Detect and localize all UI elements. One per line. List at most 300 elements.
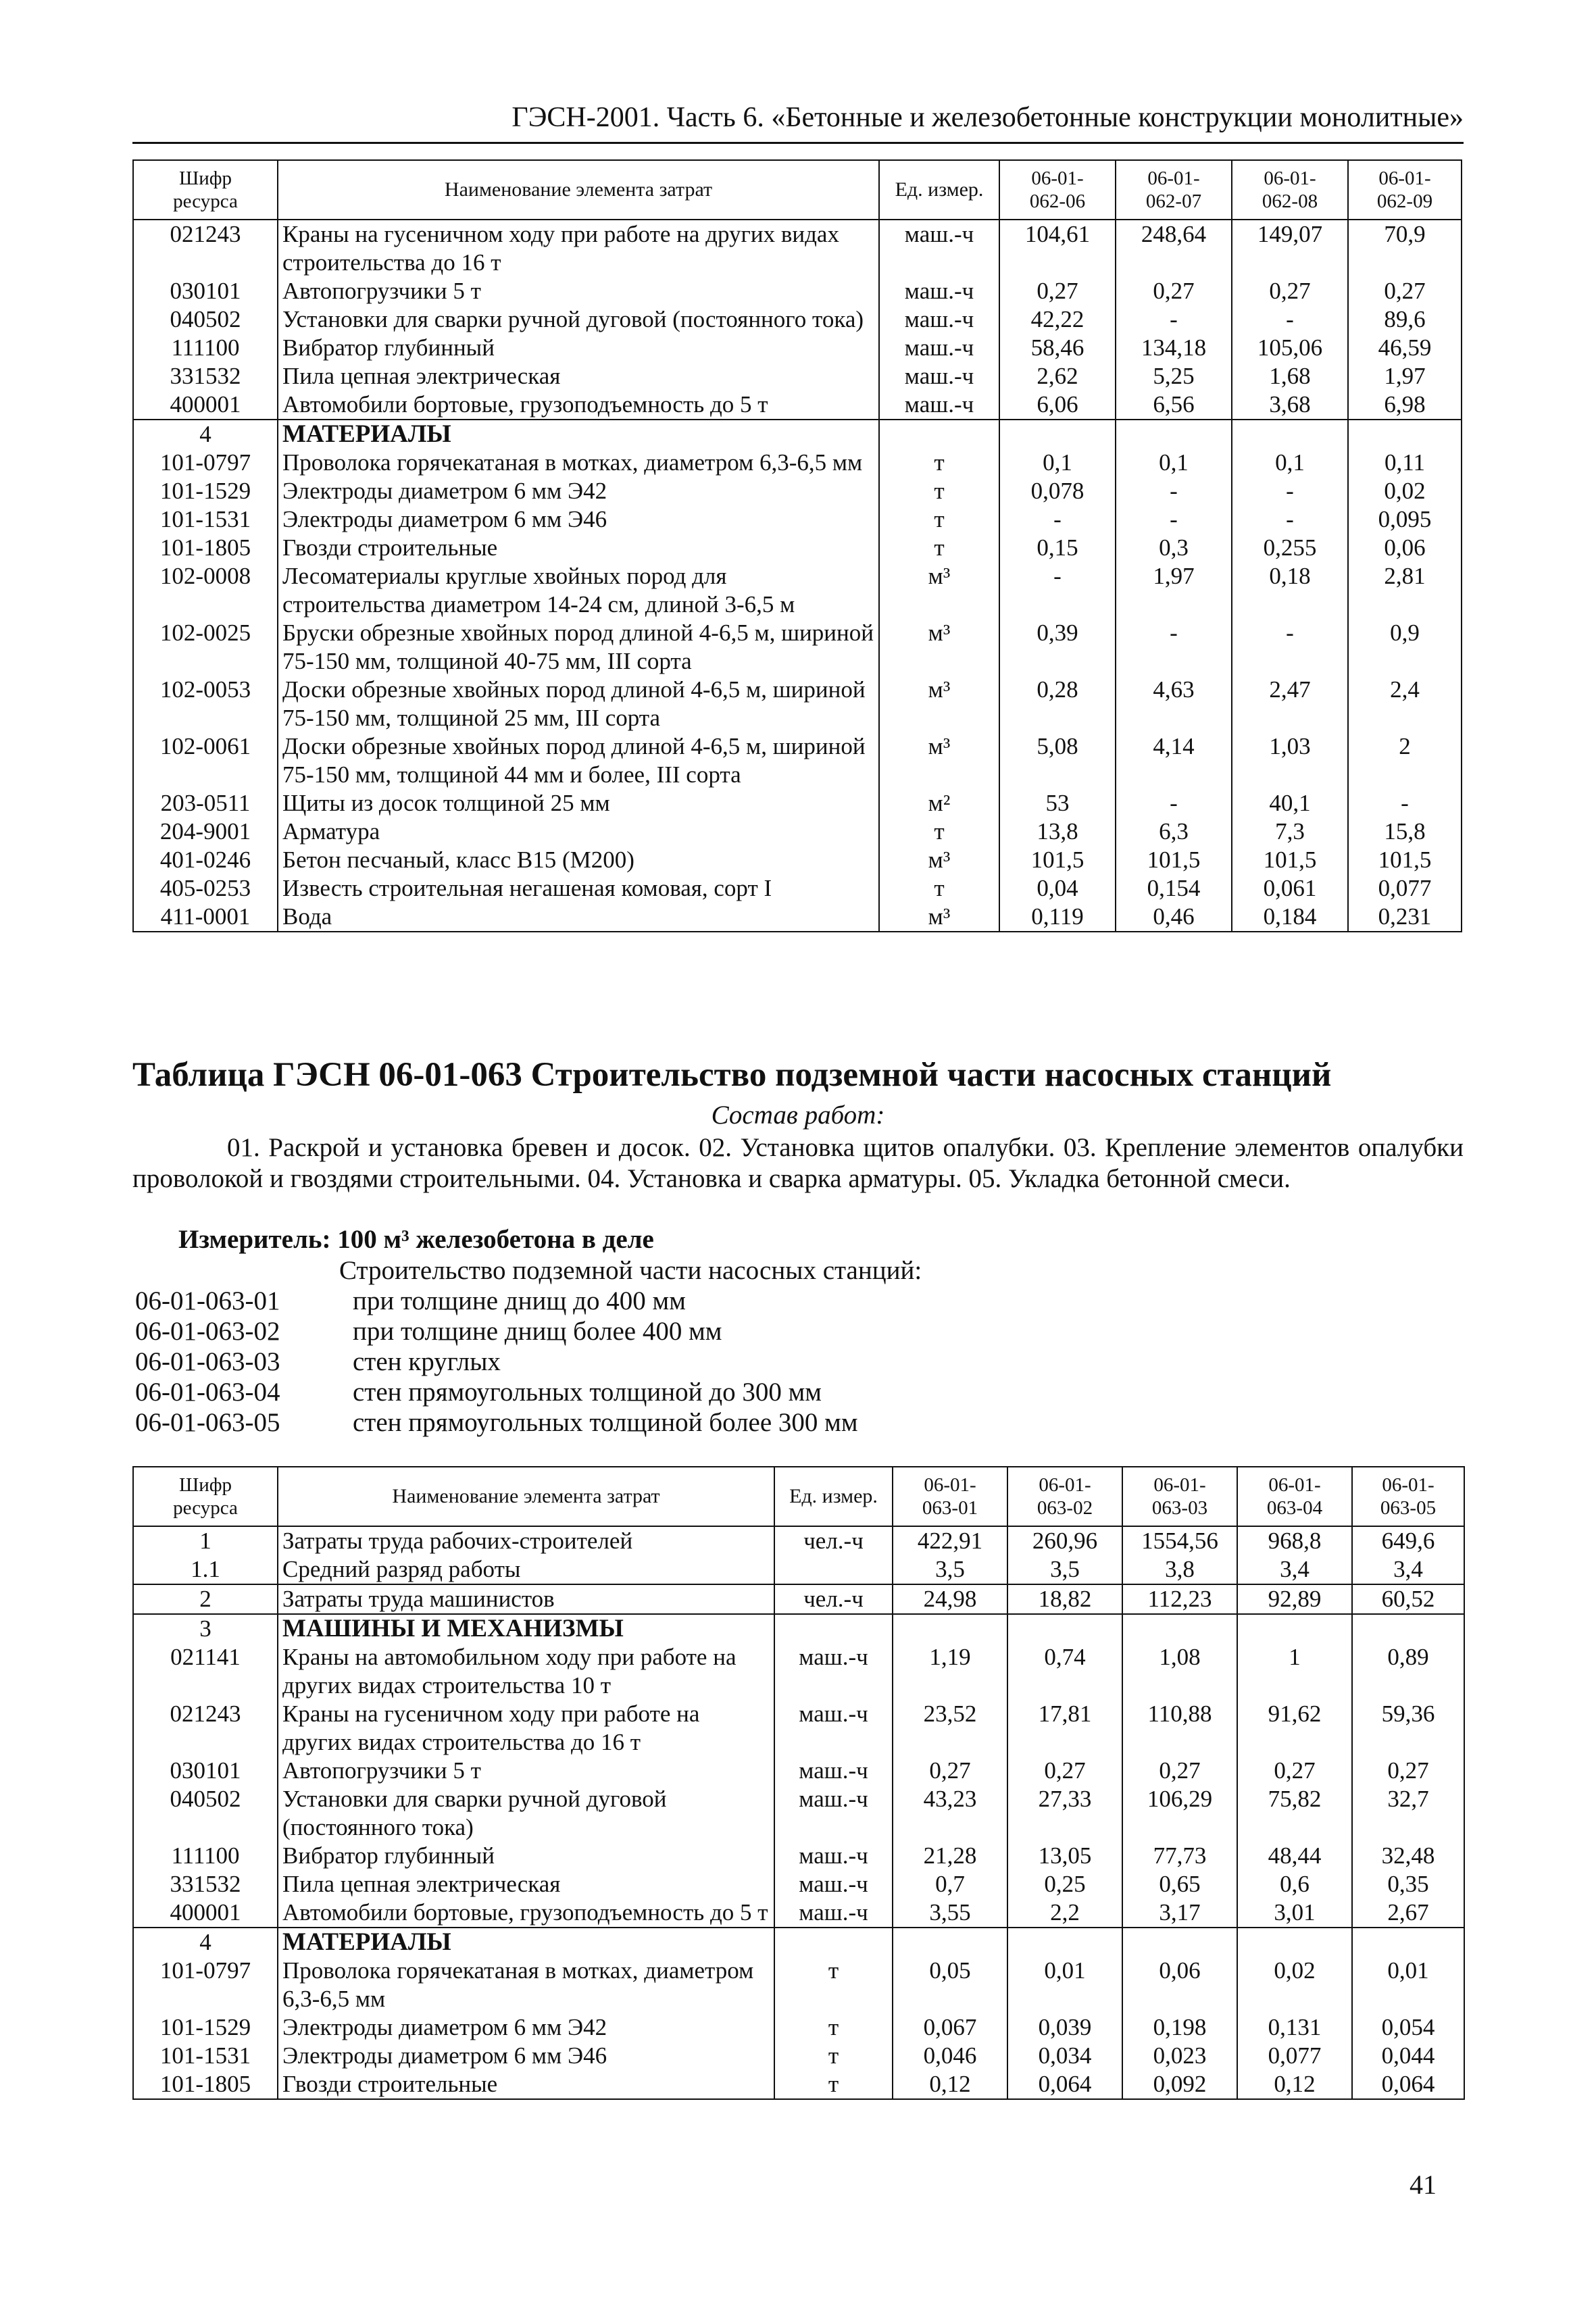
value-cell: 0,04 — [999, 874, 1116, 903]
value-cell: 0,1 — [1232, 449, 1348, 477]
resource-name-cell: Автомобили бортовые, грузоподъемность до 5 т — [278, 1898, 774, 1928]
resource-name-cell: МАШИНЫ И МЕХАНИЗМЫ — [278, 1614, 774, 1643]
header-col-06-01-063-02: 06-01- 063-02 — [1007, 1467, 1122, 1526]
header-col-06-01-063-03: 06-01- 063-03 — [1122, 1467, 1237, 1526]
unit-cell: т — [879, 534, 999, 562]
value-cell: 0,27 — [893, 1757, 1007, 1785]
value-cell: 0,7 — [893, 1870, 1007, 1898]
value-cell: 70,9 — [1348, 220, 1462, 277]
variant-code: 06-01-063-03 — [135, 1347, 280, 1376]
value-cell: 0,061 — [1232, 874, 1348, 903]
value-cell: 3,5 — [893, 1555, 1007, 1584]
resource-code-cell: 102-0008 — [133, 562, 278, 619]
unit-cell: маш.-ч — [879, 334, 999, 362]
resource-table-06-01-062 — [132, 159, 1462, 932]
resource-code-cell: 030101 — [133, 277, 278, 305]
value-cell: 2 — [1348, 732, 1462, 789]
variants-heading: Строительство подземной части насосных станций: — [339, 1256, 922, 1285]
value-cell: 0,12 — [893, 2070, 1007, 2099]
value-cell: 13,05 — [1007, 1842, 1122, 1870]
value-cell: - — [1348, 789, 1462, 818]
value-cell — [999, 420, 1116, 449]
resource-code-cell: 101-1805 — [133, 534, 278, 562]
resource-code-cell: 411-0001 — [133, 903, 278, 932]
value-cell: 0,74 — [1007, 1643, 1122, 1700]
resource-name-cell: Затраты труда рабочих-строителей — [278, 1526, 774, 1555]
value-cell: 0,01 — [1007, 1957, 1122, 2013]
value-cell: 2,62 — [999, 362, 1116, 391]
table-row — [133, 1870, 1464, 1898]
value-cell: 0,067 — [893, 2013, 1007, 2042]
variant-item — [135, 1316, 858, 1347]
value-cell: 0,89 — [1352, 1643, 1464, 1700]
section-heading-row — [133, 420, 1462, 449]
unit-cell: м³ — [879, 732, 999, 789]
resource-code-cell: 102-0061 — [133, 732, 278, 789]
unit-cell — [774, 1928, 893, 1957]
value-cell: 59,36 — [1352, 1700, 1464, 1757]
value-cell — [1352, 1928, 1464, 1957]
unit-cell — [774, 1614, 893, 1643]
value-cell: 134,18 — [1116, 334, 1232, 362]
header-code: Шифр ресурса — [133, 1467, 278, 1526]
value-cell — [1352, 1614, 1464, 1643]
value-cell: 0,06 — [1122, 1957, 1237, 2013]
resource-name-cell: Пила цепная электрическая — [278, 1870, 774, 1898]
resource-name-cell: Краны на гусеничном ходу при работе на других видах строительства до 16 т — [278, 1700, 774, 1757]
value-cell: 101,5 — [1232, 846, 1348, 874]
value-cell: 101,5 — [1348, 846, 1462, 874]
value-cell — [1348, 420, 1462, 449]
value-cell: 6,06 — [999, 391, 1116, 420]
table-row — [133, 676, 1462, 732]
value-cell — [1007, 1928, 1122, 1957]
variant-code: 06-01-063-04 — [135, 1378, 280, 1407]
value-cell: 0,27 — [1007, 1757, 1122, 1785]
resource-code-cell: 203-0511 — [133, 789, 278, 818]
resource-name-cell: Автомобили бортовые, грузоподъемность до 5 т — [278, 391, 879, 420]
resource-name-cell: Проволока горячекатаная в мотках, диаметром 6,3-6,5 мм — [278, 1957, 774, 2013]
variant-code: 06-01-063-01 — [135, 1286, 280, 1315]
value-cell: 4,14 — [1116, 732, 1232, 789]
value-cell: 1,97 — [1348, 362, 1462, 391]
resource-code-cell: 101-1529 — [133, 477, 278, 505]
value-cell — [1122, 1928, 1237, 1957]
variants-list — [135, 1286, 858, 1438]
value-cell: 40,1 — [1232, 789, 1348, 818]
resource-code-cell: 3 — [133, 1614, 278, 1643]
header-col-06-01-062-07: 06-01- 062-07 — [1116, 160, 1232, 220]
table-row — [133, 562, 1462, 619]
value-cell: 2,81 — [1348, 562, 1462, 619]
table-row — [133, 732, 1462, 789]
value-cell: 32,7 — [1352, 1785, 1464, 1842]
value-cell: 968,8 — [1237, 1526, 1352, 1555]
variant-text: при толщине днищ до 400 мм — [353, 1286, 686, 1315]
resource-name-cell: Электроды диаметром 6 мм Э42 — [278, 477, 879, 505]
resource-name-cell: Бруски обрезные хвойных пород длиной 4-6,5 м, шириной 75-150 мм, толщиной 40-75 мм, III сорта — [278, 619, 879, 676]
value-cell: 0,18 — [1232, 562, 1348, 619]
value-cell: 6,56 — [1116, 391, 1232, 420]
table-row — [133, 391, 1462, 420]
resource-code-cell: 040502 — [133, 1785, 278, 1842]
unit-cell: т — [879, 477, 999, 505]
table-body — [133, 220, 1462, 932]
value-cell: 2,2 — [1007, 1898, 1122, 1928]
unit-cell: маш.-ч — [774, 1643, 893, 1700]
resource-code-cell: 101-0797 — [133, 1957, 278, 2013]
value-cell: 0,039 — [1007, 2013, 1122, 2042]
value-cell: - — [1232, 477, 1348, 505]
unit-cell: маш.-ч — [774, 1898, 893, 1928]
unit-cell: чел.-ч — [774, 1584, 893, 1614]
value-cell: 0,044 — [1352, 2042, 1464, 2070]
unit-cell: м³ — [879, 562, 999, 619]
value-cell: 23,52 — [893, 1700, 1007, 1757]
value-cell: 91,62 — [1237, 1700, 1352, 1757]
table-row — [133, 477, 1462, 505]
resource-code-cell: 204-9001 — [133, 818, 278, 846]
unit-cell: т — [879, 449, 999, 477]
variant-item — [135, 1347, 858, 1377]
value-cell: 0,06 — [1348, 534, 1462, 562]
resource-name-cell: Вибратор глубинный — [278, 334, 879, 362]
unit-cell: маш.-ч — [774, 1870, 893, 1898]
table-row — [133, 305, 1462, 334]
table-row — [133, 903, 1462, 932]
value-cell: 101,5 — [1116, 846, 1232, 874]
value-cell: 1554,56 — [1122, 1526, 1237, 1555]
value-cell: 0,65 — [1122, 1870, 1237, 1898]
value-cell: 3,17 — [1122, 1898, 1237, 1928]
unit-cell: м² — [879, 789, 999, 818]
resource-name-cell: Электроды диаметром 6 мм Э46 — [278, 2042, 774, 2070]
resource-code-cell: 401-0246 — [133, 846, 278, 874]
unit-cell: м³ — [879, 846, 999, 874]
value-cell: 75,82 — [1237, 1785, 1352, 1842]
value-cell: 21,28 — [893, 1842, 1007, 1870]
value-cell: 0,1 — [1116, 449, 1232, 477]
header-name: Наименование элемента затрат — [278, 160, 879, 220]
value-cell: 0,11 — [1348, 449, 1462, 477]
value-cell: 1,08 — [1122, 1643, 1237, 1700]
value-cell: 2,4 — [1348, 676, 1462, 732]
value-cell: 1,97 — [1116, 562, 1232, 619]
value-cell: 15,8 — [1348, 818, 1462, 846]
value-cell: 0,05 — [893, 1957, 1007, 2013]
resource-code-cell: 1.1 — [133, 1555, 278, 1584]
value-cell: 248,64 — [1116, 220, 1232, 277]
resource-code-cell: 021243 — [133, 220, 278, 277]
value-cell: 18,82 — [1007, 1584, 1122, 1614]
value-cell: - — [999, 562, 1116, 619]
variant-item — [135, 1286, 858, 1316]
header-unit: Ед. измер. — [879, 160, 999, 220]
resource-name-cell: Доски обрезные хвойных пород длиной 4-6,5 м, шириной 75-150 мм, толщиной 44 мм и более, III сорта — [278, 732, 879, 789]
table-row — [133, 2042, 1464, 2070]
value-cell: 77,73 — [1122, 1842, 1237, 1870]
table-row — [133, 818, 1462, 846]
resource-code-cell: 400001 — [133, 391, 278, 420]
resource-name-cell: Гвозди строительные — [278, 534, 879, 562]
resource-name-cell: МАТЕРИАЛЫ — [278, 1928, 774, 1957]
resource-name-cell: Проволока горячекатаная в мотках, диаметром 6,3-6,5 мм — [278, 449, 879, 477]
value-cell: 0,131 — [1237, 2013, 1352, 2042]
table-row — [133, 505, 1462, 534]
header-name: Наименование элемента затрат — [278, 1467, 774, 1526]
value-cell: 1 — [1237, 1643, 1352, 1700]
value-cell: - — [1232, 505, 1348, 534]
value-cell: 0,01 — [1352, 1957, 1464, 2013]
table-row — [133, 789, 1462, 818]
resource-name-cell: Затраты труда машинистов — [278, 1584, 774, 1614]
resource-name-cell: Автопогрузчики 5 т — [278, 1757, 774, 1785]
unit-of-measure: Измеритель: 100 м³ железобетона в деле — [178, 1225, 654, 1254]
header-col-06-01-062-06: 06-01- 062-06 — [999, 160, 1116, 220]
resource-code-cell: 021243 — [133, 1700, 278, 1757]
resource-code-cell: 331532 — [133, 362, 278, 391]
running-head: ГЭСН-2001. Часть 6. «Бетонные и железобетонные конструкции монолитные» — [132, 100, 1464, 144]
variant-text: стен прямоугольных толщиной до 300 мм — [353, 1378, 822, 1407]
resource-code-cell: 111100 — [133, 334, 278, 362]
table-row — [133, 362, 1462, 391]
value-cell: 0,35 — [1352, 1870, 1464, 1898]
value-cell: 32,48 — [1352, 1842, 1464, 1870]
value-cell: 422,91 — [893, 1526, 1007, 1555]
unit-cell: м³ — [879, 903, 999, 932]
value-cell: 0,023 — [1122, 2042, 1237, 2070]
value-cell: 0,3 — [1116, 534, 1232, 562]
table-row — [133, 1898, 1464, 1928]
unit-cell — [774, 1555, 893, 1584]
value-cell: 0,054 — [1352, 2013, 1464, 2042]
value-cell: 5,25 — [1116, 362, 1232, 391]
value-cell: 7,3 — [1232, 818, 1348, 846]
value-cell: 3,4 — [1352, 1555, 1464, 1584]
value-cell: 92,89 — [1237, 1584, 1352, 1614]
value-cell: - — [999, 505, 1116, 534]
unit-cell: т — [879, 818, 999, 846]
value-cell: 13,8 — [999, 818, 1116, 846]
value-cell: 1,03 — [1232, 732, 1348, 789]
value-cell: 3,8 — [1122, 1555, 1237, 1584]
resource-name-cell: Известь строительная негашеная комовая, сорт I — [278, 874, 879, 903]
resource-code-cell: 101-1531 — [133, 505, 278, 534]
header-unit: Ед. измер. — [774, 1467, 893, 1526]
work-composition-text: 01. Раскрой и установка бревен и досок. 02. Установка щитов опалубки. 03. Крепление элементов опалубки проволокой и гвоздями строительными. 04. Установка и сварка арматуры. 05. Укладка бетонной смеси. — [132, 1133, 1464, 1193]
value-cell: - — [1116, 505, 1232, 534]
value-cell: 3,01 — [1237, 1898, 1352, 1928]
table-row — [133, 534, 1462, 562]
value-cell: 0,28 — [999, 676, 1116, 732]
value-cell: 48,44 — [1237, 1842, 1352, 1870]
value-cell: 4,63 — [1116, 676, 1232, 732]
work-composition-caption: Состав работ: — [711, 1101, 885, 1130]
value-cell: 0,27 — [1352, 1757, 1464, 1785]
unit-cell: т — [774, 2042, 893, 2070]
unit-cell — [879, 420, 999, 449]
value-cell: 0,095 — [1348, 505, 1462, 534]
unit-cell: маш.-ч — [774, 1842, 893, 1870]
value-cell: 0,27 — [999, 277, 1116, 305]
value-cell: 42,22 — [999, 305, 1116, 334]
value-cell: 110,88 — [1122, 1700, 1237, 1757]
header-code: Шифр ресурса — [133, 160, 278, 220]
table-row — [133, 2013, 1464, 2042]
unit-cell: т — [774, 2070, 893, 2099]
value-cell: 58,46 — [999, 334, 1116, 362]
resource-name-cell: Лесоматериалы круглые хвойных пород для строительства диаметром 14-24 см, длиной 3-6,5 м — [278, 562, 879, 619]
value-cell: 24,98 — [893, 1584, 1007, 1614]
value-cell: 0,092 — [1122, 2070, 1237, 2099]
value-cell: 0,078 — [999, 477, 1116, 505]
table-row — [133, 1643, 1464, 1700]
value-cell: 0,064 — [1352, 2070, 1464, 2099]
value-cell: - — [1116, 789, 1232, 818]
table-row — [133, 2070, 1464, 2099]
value-cell: 27,33 — [1007, 1785, 1122, 1842]
resource-name-cell: Пила цепная электрическая — [278, 362, 879, 391]
header-row — [133, 1467, 1464, 1526]
unit-cell: м³ — [879, 676, 999, 732]
value-cell: 0,46 — [1116, 903, 1232, 932]
resource-name-cell: МАТЕРИАЛЫ — [278, 420, 879, 449]
unit-cell: чел.-ч — [774, 1526, 893, 1555]
table-row — [133, 874, 1462, 903]
value-cell: 0,15 — [999, 534, 1116, 562]
value-cell: - — [1232, 305, 1348, 334]
resource-name-cell: Бетон песчаный, класс В15 (М200) — [278, 846, 879, 874]
unit-cell: маш.-ч — [879, 362, 999, 391]
value-cell: 106,29 — [1122, 1785, 1237, 1842]
resource-code-cell: 101-1529 — [133, 2013, 278, 2042]
resource-table-06-01-063 — [132, 1466, 1465, 2100]
unit-cell: т — [774, 2013, 893, 2042]
table-row — [133, 220, 1462, 277]
value-cell — [1237, 1614, 1352, 1643]
value-cell: 0,154 — [1116, 874, 1232, 903]
value-cell: 0,9 — [1348, 619, 1462, 676]
header-col-06-01-063-05: 06-01- 063-05 — [1352, 1467, 1464, 1526]
resource-code-cell: 030101 — [133, 1757, 278, 1785]
resource-name-cell: Электроды диаметром 6 мм Э42 — [278, 2013, 774, 2042]
value-cell: 2,67 — [1352, 1898, 1464, 1928]
value-cell: 0,27 — [1348, 277, 1462, 305]
value-cell: 89,6 — [1348, 305, 1462, 334]
value-cell: 3,4 — [1237, 1555, 1352, 1584]
table-row — [133, 1584, 1464, 1614]
resource-code-cell: 400001 — [133, 1898, 278, 1928]
table-row — [133, 1555, 1464, 1584]
unit-cell: м³ — [879, 619, 999, 676]
resource-name-cell: Вода — [278, 903, 879, 932]
table-row — [133, 1957, 1464, 2013]
value-cell: 1,68 — [1232, 362, 1348, 391]
value-cell: 0,184 — [1232, 903, 1348, 932]
value-cell: 0,077 — [1348, 874, 1462, 903]
variant-item — [135, 1407, 858, 1438]
table-row — [133, 1526, 1464, 1555]
variant-code: 06-01-063-02 — [135, 1317, 280, 1346]
value-cell — [893, 1928, 1007, 1957]
value-cell: 104,61 — [999, 220, 1116, 277]
value-cell: 101,5 — [999, 846, 1116, 874]
resource-name-cell: Доски обрезные хвойных пород длиной 4-6,5 м, шириной 75-150 мм, толщиной 25 мм, III сорта — [278, 676, 879, 732]
value-cell: 0,064 — [1007, 2070, 1122, 2099]
table-row — [133, 277, 1462, 305]
value-cell: 46,59 — [1348, 334, 1462, 362]
resource-name-cell: Установки для сварки ручной дуговой (постоянного тока) — [278, 1785, 774, 1842]
value-cell: 17,81 — [1007, 1700, 1122, 1757]
header-col-06-01-062-08: 06-01- 062-08 — [1232, 160, 1348, 220]
table-header — [133, 1467, 1464, 1526]
value-cell — [1116, 420, 1232, 449]
variant-code: 06-01-063-05 — [135, 1408, 280, 1437]
section-heading-row — [133, 1614, 1464, 1643]
value-cell: 149,07 — [1232, 220, 1348, 277]
table-body — [133, 1526, 1464, 2099]
resource-code-cell: 331532 — [133, 1870, 278, 1898]
value-cell: - — [1232, 619, 1348, 676]
value-cell: 6,3 — [1116, 818, 1232, 846]
variant-text: стен круглых — [353, 1347, 501, 1376]
table-row — [133, 334, 1462, 362]
value-cell: - — [1116, 477, 1232, 505]
variant-item — [135, 1377, 858, 1407]
resource-code-cell: 040502 — [133, 305, 278, 334]
value-cell: 0,034 — [1007, 2042, 1122, 2070]
table-row — [133, 1785, 1464, 1842]
unit-cell: т — [774, 1957, 893, 2013]
resource-code-cell: 101-1805 — [133, 2070, 278, 2099]
value-cell: 0,27 — [1116, 277, 1232, 305]
resource-code-cell: 2 — [133, 1584, 278, 1614]
resource-code-cell: 111100 — [133, 1842, 278, 1870]
resource-name-cell: Установки для сварки ручной дуговой (постоянного тока) — [278, 305, 879, 334]
value-cell: 0,27 — [1232, 277, 1348, 305]
resource-code-cell: 4 — [133, 1928, 278, 1957]
value-cell — [1237, 1928, 1352, 1957]
value-cell: 0,198 — [1122, 2013, 1237, 2042]
value-cell: 0,27 — [1237, 1757, 1352, 1785]
value-cell — [893, 1614, 1007, 1643]
table-header — [133, 160, 1462, 220]
table-row — [133, 1842, 1464, 1870]
header-col-06-01-062-09: 06-01- 062-09 — [1348, 160, 1462, 220]
unit-cell: т — [879, 505, 999, 534]
page-number: 41 — [1410, 2169, 1437, 2200]
resource-code-cell: 405-0253 — [133, 874, 278, 903]
header-col-06-01-063-04: 06-01- 063-04 — [1237, 1467, 1352, 1526]
resource-name-cell: Электроды диаметром 6 мм Э46 — [278, 505, 879, 534]
resource-name-cell: Краны на автомобильном ходу при работе на других видах строительства 10 т — [278, 1643, 774, 1700]
unit-cell: маш.-ч — [879, 391, 999, 420]
value-cell: 0,1 — [999, 449, 1116, 477]
unit-cell: маш.-ч — [774, 1757, 893, 1785]
resource-name-cell: Вибратор глубинный — [278, 1842, 774, 1870]
value-cell: 0,27 — [1122, 1757, 1237, 1785]
table-row — [133, 1757, 1464, 1785]
value-cell: 0,077 — [1237, 2042, 1352, 2070]
resource-code-cell: 102-0053 — [133, 676, 278, 732]
resource-code-cell: 101-1531 — [133, 2042, 278, 2070]
resource-name-cell: Щиты из досок толщиной 25 мм — [278, 789, 879, 818]
value-cell: 5,08 — [999, 732, 1116, 789]
unit-cell: маш.-ч — [879, 220, 999, 277]
header-col-06-01-063-01: 06-01- 063-01 — [893, 1467, 1007, 1526]
table-row — [133, 846, 1462, 874]
value-cell: 0,25 — [1007, 1870, 1122, 1898]
